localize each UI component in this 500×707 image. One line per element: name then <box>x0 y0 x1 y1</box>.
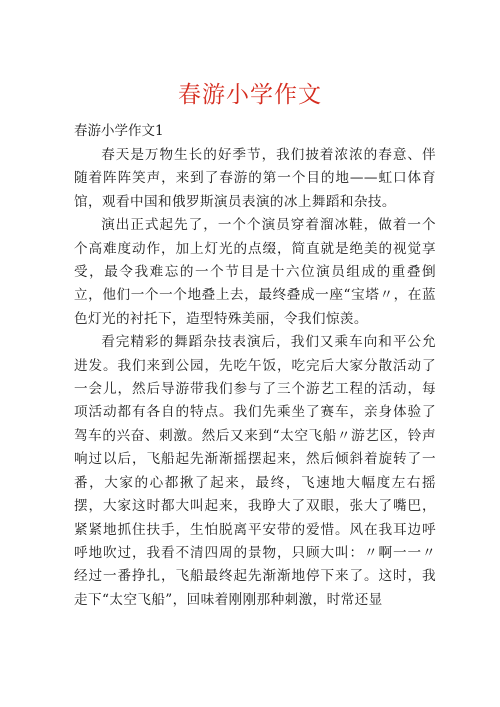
paragraph-1: 春天是万物生长的好季节，我们披着浓浓的春意、伴随着阵阵笑声，来到了春游的第一个目的地——虹口体育馆，观看中国和俄罗斯演员表演的冰上舞蹈和杂技。 <box>74 147 436 210</box>
paragraph-3: 看完精彩的舞蹈杂技表演后，我们又乘车向和平公允进发。我们来到公园，先吃午饭，吃完后大家分散活动了一会儿，然后导游带我们参与了三个游艺工程的活动，每项活动都有各自的特点。我们先乘坐了赛车，亲身体验了驾车的兴奋、刺激。然后又来到“太空飞船〃游艺区，铃声响过以后，飞船起先渐渐摇摆起来，然后倾斜着旋转了一番，大家的心都揪了起来，最终，飞速地大幅度左右摇摆，大家这时都大叫起来，我睁大了双眼，张大了嘴巴，紧紧地抓住扶手，生怕脱离平安带的爱惜。风在我耳边呼呼地吹过，我看不清四周的景物，只顾大叫：〃啊一一〃经过一番挣扎，飞船最终起先渐渐地停下来了。这时，我走下“太空飞船”，回味着刚刚那种刺激，时常还显 <box>74 334 436 608</box>
document-title: 春游小学作文 <box>178 82 322 108</box>
document-subheading: 春游小学作文1 <box>74 123 164 139</box>
paragraph-2: 演出正式起先了，一个个演员穿着溜冰鞋，做着一个个高难度动作，加上灯光的点缀，简直就是绝美的视觉享受，最令我难忘的一个节目是十六位演员组成的重叠倒立，他们一个一个地叠上去，最终叠成一座“宝塔〃，在蓝色灯光的衬托下，造型特殊美丽，令我们惊羡。 <box>74 217 436 327</box>
document-body <box>74 144 436 612</box>
